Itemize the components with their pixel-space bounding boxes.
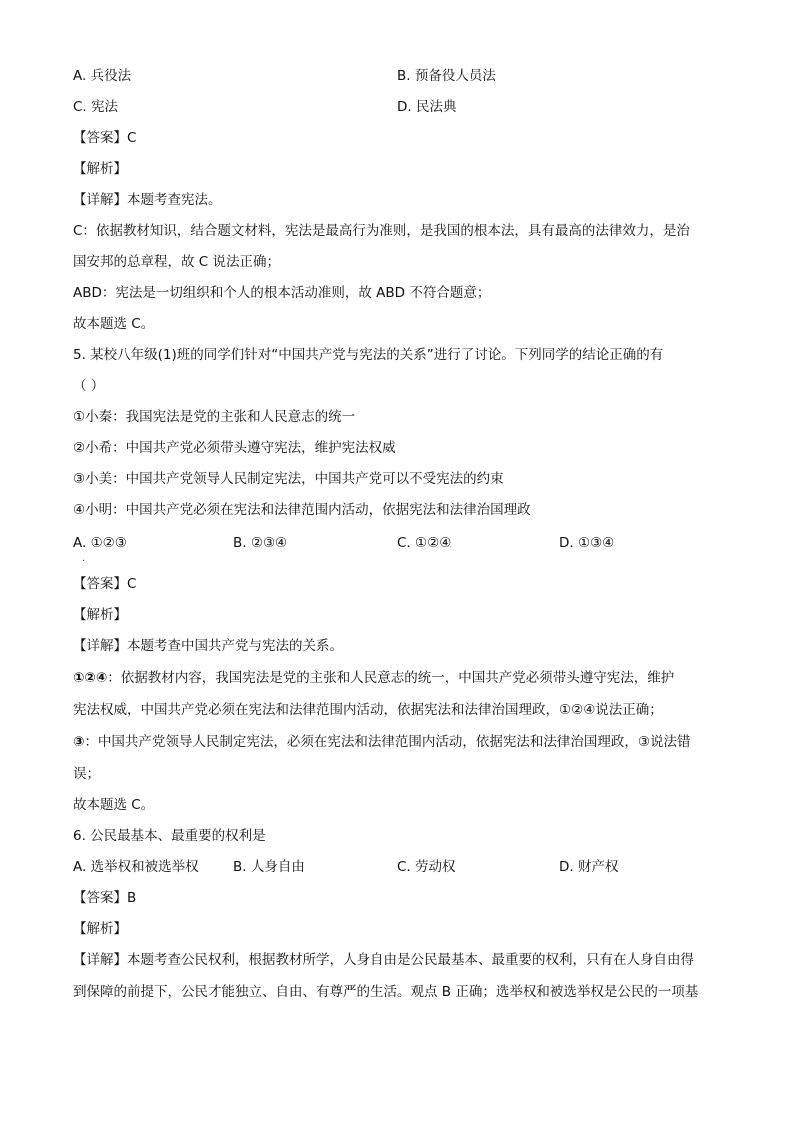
q5-explanation-text-1: ：依据教材内容，我国宪法是党的主张和人民意志的统一，中国共产党必须带头遵守宪法，维护	[107, 670, 675, 686]
q5-stem-line-2: （ ）	[73, 378, 105, 394]
q5-option-c: C. ①②④	[397, 535, 452, 551]
q5-answer: 【答案】C	[73, 576, 137, 592]
q6-stem: 6. 公民最基本、最重要的权利是	[73, 828, 266, 844]
q4-option-d: D. 民法典	[397, 99, 457, 115]
q6-option-c: C. 劳动权	[397, 859, 456, 875]
q5-detail: 【详解】本题考查中国共产党与宪法的关系。	[73, 638, 343, 654]
q5-stem-line-1: 5. 某校八年级(1)班的同学们针对“中国共产党与宪法的关系”进行了讨论。下列同学的结论正确的有	[73, 347, 664, 363]
stray-mark: ·	[82, 556, 86, 567]
q5-statement-2: ②小希：中国共产党必须带头遵守宪法，维护宪法权威	[73, 440, 396, 456]
q5-explanation-text-2: ：中国共产党领导人民制定宪法，必须在宪法和法律范围内活动，依据宪法和法律治国理政，③说法错	[84, 734, 691, 750]
q4-explanation-line-3: ABD：宪法是一切组织和个人的根本活动准则，故 ABD 不符合题意；	[73, 285, 491, 301]
q4-explanation-line-1: C：依据教材知识，结合题文材料，宪法是最高行为准则，是我国的根本法，具有最高的法律效力，是治	[73, 223, 690, 239]
q6-option-d: D. 财产权	[559, 859, 619, 875]
q6-answer: 【答案】B	[73, 890, 137, 906]
q4-answer: 【答案】C	[73, 130, 137, 146]
q5-explanation-line-1	[73, 668, 674, 688]
q6-option-a: A. 选举权和被选举权	[73, 859, 199, 875]
q4-option-b: B. 预备役人员法	[397, 68, 496, 84]
q4-conclusion: 故本题选 C。	[73, 316, 155, 332]
q5-conclusion: 故本题选 C。	[73, 797, 155, 813]
q5-explanation-line-4: 误；	[73, 766, 100, 782]
q5-explanation-lead-1: ①②④	[73, 670, 108, 686]
q5-statement-4: ④小明：中国共产党必须在宪法和法律范围内活动，依据宪法和法律治国理政	[73, 502, 531, 518]
q4-detail: 【详解】本题考查宪法。	[73, 192, 222, 208]
q5-option-b: B. ②③④	[233, 535, 288, 551]
q5-explanation-line-3	[73, 732, 691, 752]
q5-explanation-lead-2: ③	[73, 734, 85, 750]
q4-option-a: A. 兵役法	[73, 68, 132, 84]
q5-explanation-line-2: 宪法权威，中国共产党必须在宪法和法律范围内活动，依据宪法和法律治国理政，①②④说法正确；	[73, 702, 663, 718]
q4-analysis-label: 【解析】	[73, 161, 127, 177]
q5-statement-1: ①小秦：我国宪法是党的主张和人民意志的统一	[73, 409, 356, 425]
q4-option-c: C. 宪法	[73, 99, 119, 115]
q6-option-b: B. 人身自由	[233, 859, 305, 875]
q6-explanation-line-2: 到保障的前提下，公民才能独立、自由、有尊严的生活。观点 B 正确；选举权和被选举权是公民的一项基	[73, 984, 699, 1000]
q5-option-d: D. ①③④	[559, 535, 615, 551]
q5-statement-3: ③小美：中国共产党领导人民制定宪法，中国共产党可以不受宪法的约束	[73, 471, 504, 487]
q5-analysis-label: 【解析】	[73, 607, 127, 623]
q5-option-a: A. ①②③	[73, 535, 127, 551]
q6-explanation-line-1: 【详解】本题考查公民权利，根据教材所学，人身自由是公民最基本、最重要的权利，只有在人身自由得	[73, 952, 694, 968]
q6-analysis-label: 【解析】	[73, 921, 127, 937]
q4-explanation-line-2: 国安邦的总章程，故 C 说法正确；	[73, 254, 281, 270]
